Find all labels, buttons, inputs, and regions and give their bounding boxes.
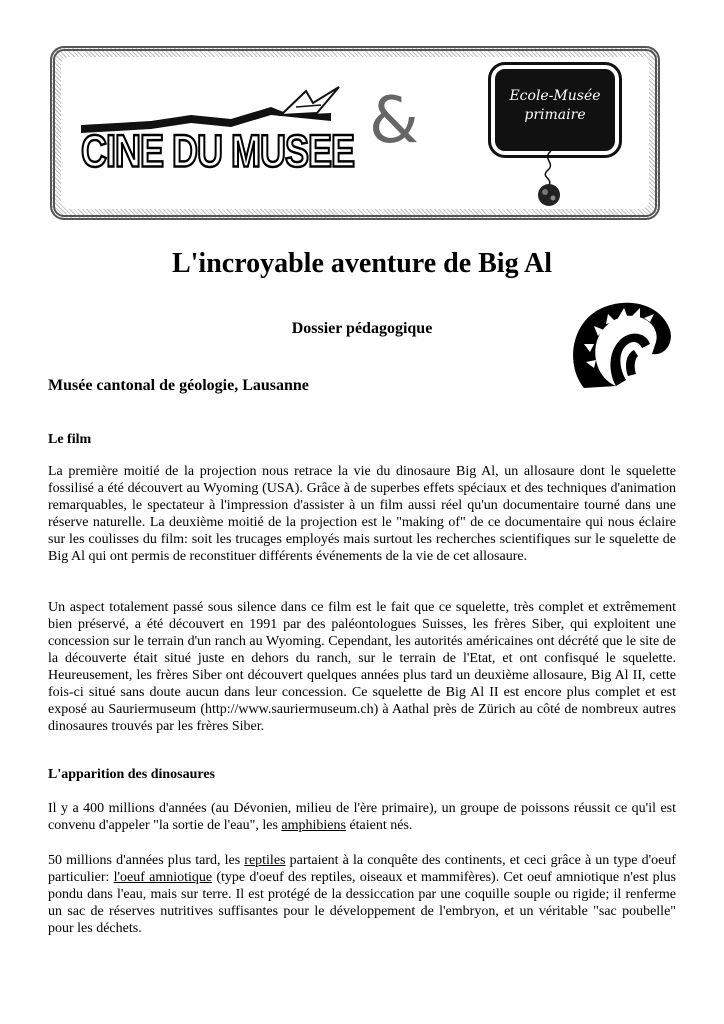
amphibiens-link[interactable]: amphibiens — [281, 818, 346, 833]
dinosaurs-paragraph-2 — [48, 852, 676, 937]
museum-name: Musée cantonal de géologie, Lausanne — [48, 377, 309, 394]
ampersand: & — [369, 84, 419, 158]
p1-text-after: étaient nés. — [345, 818, 413, 833]
logo-text: CINE DU MUSEE — [81, 125, 355, 177]
p2-text-before: 50 millions d'années plus tard, les — [48, 853, 245, 868]
page-subtitle: Dossier pédagogique — [291, 320, 433, 337]
sponge-string-icon — [491, 149, 619, 209]
section-heading-dinosaurs: L'apparition des dinosaures — [48, 767, 216, 782]
page-title: L'incroyable aventure de Big Al — [171, 248, 553, 279]
ammonite-icon — [564, 296, 674, 400]
reptiles-link[interactable]: reptiles — [244, 853, 286, 868]
slate-line-2: primaire — [524, 107, 586, 123]
dinosaurs-paragraph-1 — [48, 800, 676, 834]
film-paragraph-1: La première moitié de la projection nous retrace la vie du dinosaure Big Al, un allosaure dont le squelette fossilisé a été découvert au Wyoming (USA). Grâce à de superbes effets spéciaux et des techniques d'animation remarquables, le spectateur à l'impression d'assister à un film aussi réel qu'un documentaire tourné dans une réserve naturelle. La deuxième moitié de la projection est le "making of" de ce documentaire qui nous éclaire sur les coulisses du film: soit les trucages employés mais surtout les recherches scientifiques sur le squelette de Big Al qui ont permis de reconstituer différents événements de la vie de cet allosaure. — [48, 464, 676, 564]
banner-inner — [61, 57, 649, 209]
slate-text — [495, 87, 615, 125]
film-paragraph-2: Un aspect totalement passé sous silence dans ce film est le fait que ce squelette, très complet et extrêmement bien préservé, a été découvert en 1991 par des paléontologues Suisses, les frères Siber, qui exploitent une concession sur le terrain d'un ranch au Wyoming. Cependant, les autorités américaines ont décrété que le site de la découverte était situé juste en dehors du ranch, sur le terrain de l'Etat, et ont confisqué le squelette. Heureusement, les frères Siber ont découvert quelques années plus tard un deuxième allosaure, Big Al II, cette fois-ci situé sans doute aucun dans leur concession. Ce squelette de Big Al II est encore plus complet et est exposé au Sauriermuseum (http://www.sauriermuseum.ch) à Aathal près de Zürich au côté de nombreux autres dinosaures trouvés par les frères Siber. — [48, 600, 676, 734]
school-slate — [491, 65, 619, 155]
p1-text-before: Il y a 400 millions d'années (au Dévonien, milieu de l'ère primaire), un groupe de poissons réussit ce qu'il est convenu d'appeler "la sortie de l'eau", les — [48, 801, 676, 833]
p2-text-mid: partaient à la conquête des continents, et ceci grâce à un type d'oeuf particulier: — [48, 853, 676, 885]
p2-text-after: (type d'oeuf des reptiles, oiseaux et mammifères). Cet oeuf amniotique n'est plus pondu dans l'eau, mais sur terre. Il est protégé de la dessiccation par une coquille souple ou rigide; il renferme un sac de réserves nutritives suffisantes pour le développement de l'embryon, et un véritable "sac poubelle" pour les déchets. — [48, 870, 676, 936]
header-banner — [50, 46, 660, 220]
cine-du-musee-logo — [81, 85, 355, 195]
oeuf-amniotique-link[interactable]: l'oeuf amniotique — [113, 870, 213, 885]
slate-line-1: Ecole-Musée — [509, 88, 601, 104]
section-heading-film: Le film — [48, 432, 92, 447]
